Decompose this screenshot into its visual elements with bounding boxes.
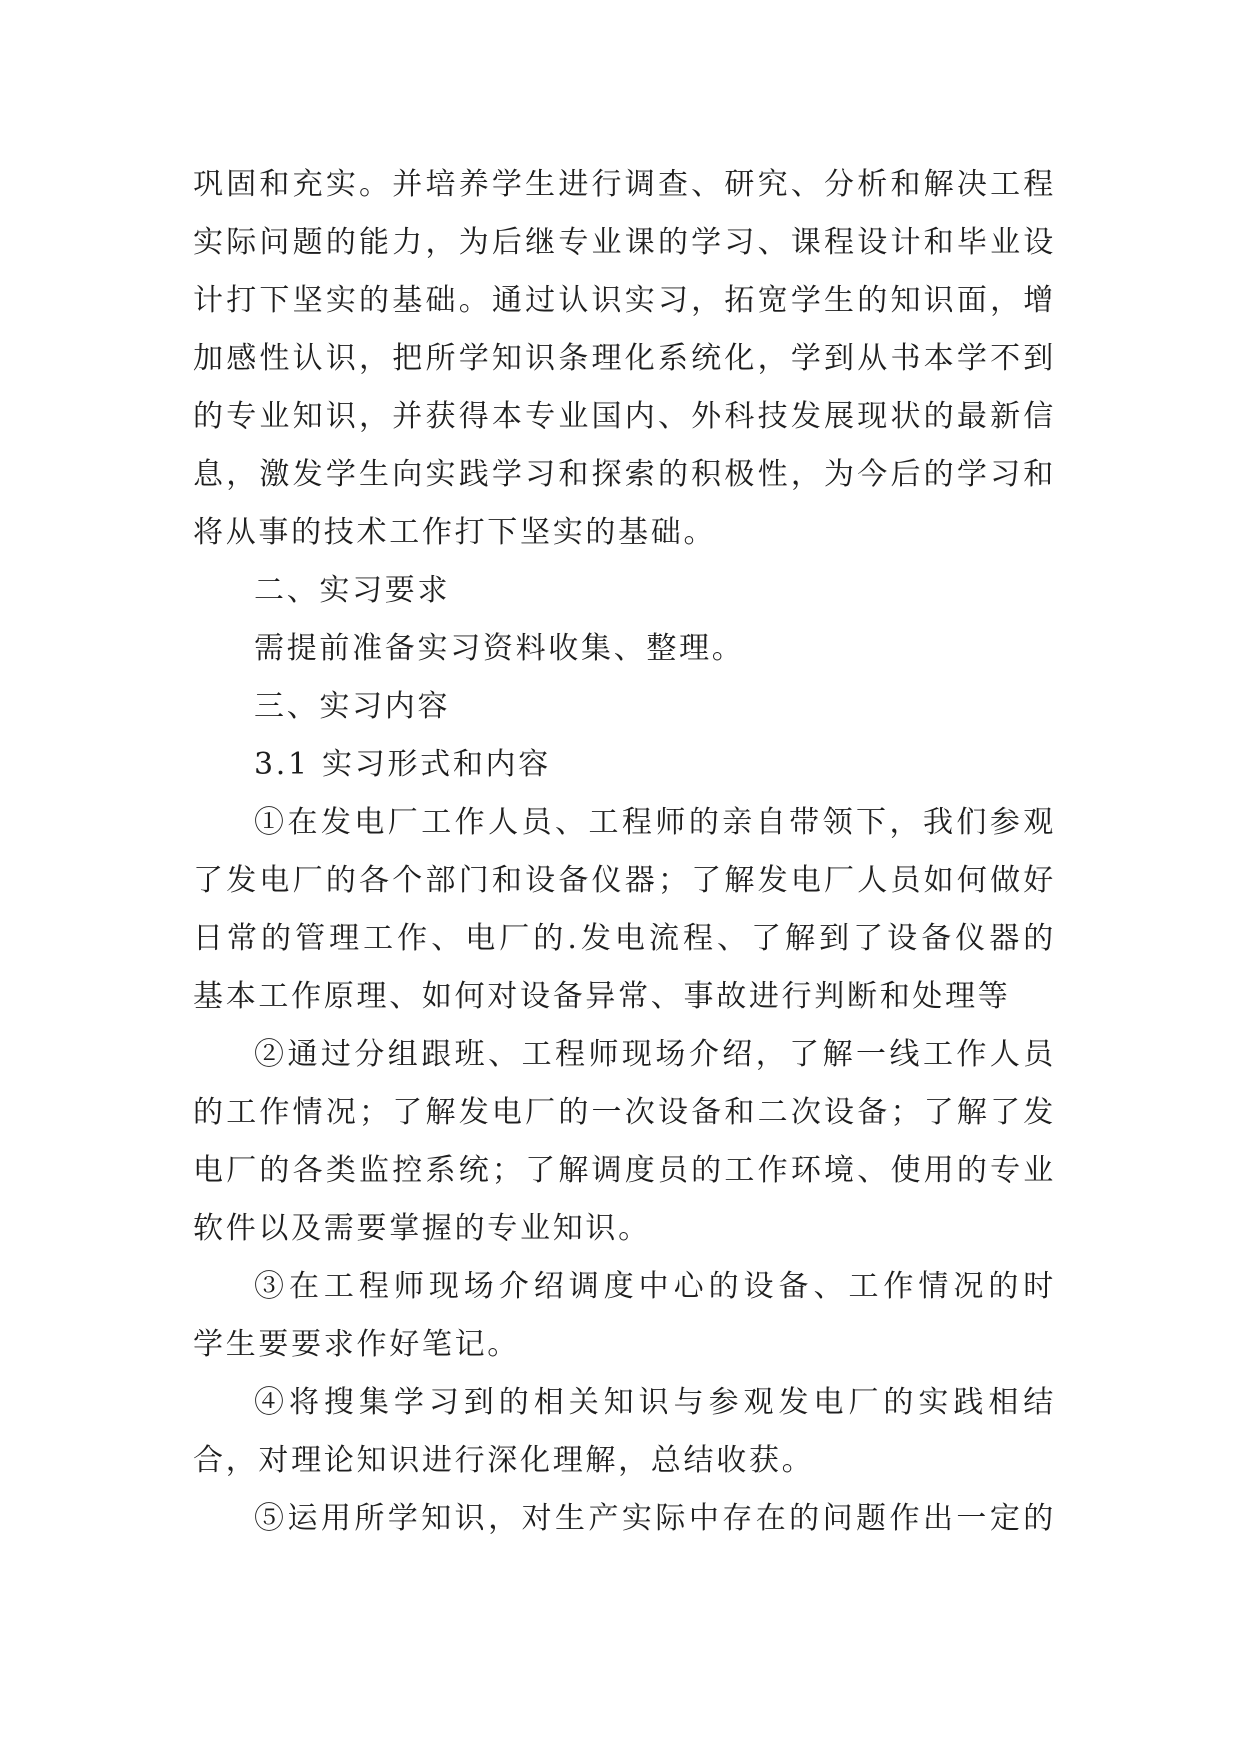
text-line: 息，激发学生向实践学习和探索的积极性，为今后的学习和	[193, 457, 1056, 492]
text-line: ④将搜集学习到的相关知识与参观发电厂的实践相结	[254, 1385, 1056, 1420]
text-line: 学生要要求作好笔记。	[193, 1327, 520, 1362]
section-heading-content: 三、实习内容	[254, 689, 451, 724]
text-line: 软件以及需要掌握的专业知识。	[193, 1211, 651, 1246]
text-line: 电厂的各类监控系统；了解调度员的工作环境、使用的专业	[193, 1153, 1056, 1188]
text-line: ③在工程师现场介绍调度中心的设备、工作情况的时	[254, 1269, 1056, 1304]
text-line: 了发电厂的各个部门和设备仪器；了解发电厂人员如何做好	[193, 863, 1056, 898]
text-line: ⑤运用所学知识，对生产实际中存在的问题作出一定的	[254, 1501, 1056, 1536]
list-item-2	[193, 1026, 1056, 1258]
text-line: 将从事的技术工作打下坚实的基础。	[193, 515, 717, 550]
subsection-heading: 3.1 实习形式和内容	[254, 747, 551, 782]
list-item-5	[193, 1490, 1056, 1548]
text-line: 实际问题的能力，为后继专业课的学习、课程设计和毕业设	[193, 225, 1056, 260]
text-line: 的工作情况；了解发电厂的一次设备和二次设备；了解了发	[193, 1095, 1056, 1130]
list-item-4	[193, 1374, 1056, 1490]
text-line: 计打下坚实的基础。通过认识实习，拓宽学生的知识面，增	[193, 283, 1056, 318]
text-line: 日常的管理工作、电厂的.发电流程、了解到了设备仪器的	[193, 921, 1056, 956]
paragraph-intro	[193, 156, 1056, 562]
text-line: ①在发电厂工作人员、工程师的亲自带领下，我们参观	[254, 805, 1056, 840]
text-line: 合，对理论知识进行深化理解，总结收获。	[193, 1443, 815, 1478]
document-body	[193, 156, 1056, 1548]
text-line: ②通过分组跟班、工程师现场介绍，了解一线工作人员	[254, 1037, 1056, 1072]
text-line: 的专业知识，并获得本专业国内、外科技发展现状的最新信	[193, 399, 1056, 434]
list-item-3	[193, 1258, 1056, 1374]
list-item-1	[193, 794, 1056, 1026]
requirements-text: 需提前准备实习资料收集、整理。	[254, 631, 745, 666]
text-line: 基本工作原理、如何对设备异常、事故进行判断和处理等	[193, 979, 1011, 1014]
text-line: 加感性认识，把所学知识条理化系统化，学到从书本学不到	[193, 341, 1056, 376]
text-line: 巩固和充实。并培养学生进行调查、研究、分析和解决工程	[193, 167, 1056, 202]
section-heading-requirements: 二、实习要求	[254, 573, 451, 608]
